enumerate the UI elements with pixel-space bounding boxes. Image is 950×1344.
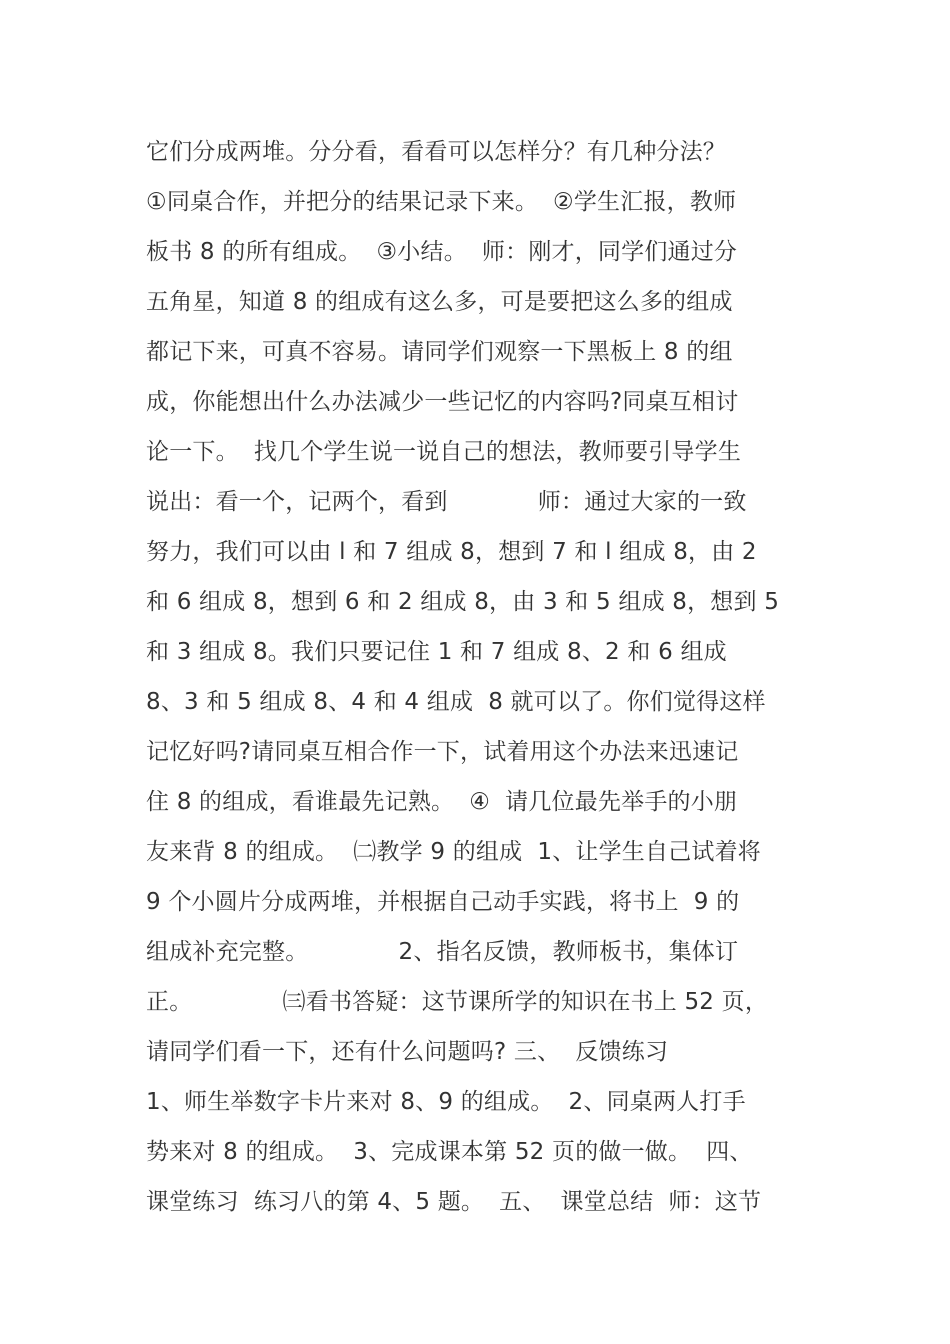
text-line-6: 成，你能想出什么办法减少一些记忆的内容吗?同桌互相讨 — [146, 389, 739, 415]
text-line-10: 和 6 组成 8，想到 6 和 2 组成 8，由 3 和 5 组成 8，想到 5 — [146, 589, 780, 615]
body-text — [146, 127, 836, 1227]
text-line-2: ①同桌合作，并把分的结果记录下来。 ②学生汇报，教师 — [146, 189, 737, 215]
text-line-21: 势来对 8 的组成。 3、完成课本第 52 页的做一做。 四、 — [146, 1139, 753, 1165]
text-line-8: 说出：看一个，记两个，看到 师：通过大家的一致 — [146, 489, 747, 515]
text-line-14: 住 8 的组成，看谁最先记熟。 ④ 请几位最先举手的小朋 — [146, 789, 738, 815]
text-line-16: 9 个小圆片分成两堆，并根据自己动手实践，将书上 9 的 — [146, 889, 740, 915]
text-line-22: 课堂练习 练习八的第 4、5 题。 五、 课堂总结 师：这节 — [146, 1189, 762, 1215]
text-line-15: 友来背 8 的组成。 ㈡教学 9 的组成 1、让学生自己试着将 — [146, 839, 761, 865]
text-line-4: 五角星，知道 8 的组成有这么多，可是要把这么多的组成 — [146, 289, 733, 315]
text-line-19: 请同学们看一下，还有什么问题吗? 三、 反馈练习 — [146, 1039, 669, 1065]
text-line-18: 正。 ㈢看书答疑：这节课所学的知识在书上 52 页， — [146, 989, 769, 1015]
text-line-13: 记忆好吗?请同桌互相合作一下，试着用这个办法来迅速记 — [146, 739, 739, 765]
text-line-5: 都记下来，可真不容易。请同学们观察一下黑板上 8 的组 — [146, 339, 733, 365]
text-line-1: 它们分成两堆。分分看，看看可以怎样分？有几种分法？ — [146, 139, 726, 165]
text-line-7: 论一下。 找几个学生说一说自己的想法，教师要引导学生 — [146, 439, 742, 465]
text-line-11: 和 3 组成 8。我们只要记住 1 和 7 组成 8、2 和 6 组成 — [146, 639, 727, 665]
text-line-9: 努力，我们可以由 l 和 7 组成 8，想到 7 和 l 组成 8，由 2 — [146, 539, 757, 565]
text-line-17: 组成补充完整。 2、指名反馈，教师板书，集体订 — [146, 939, 739, 965]
text-line-12: 8、3 和 5 组成 8、4 和 4 组成 8 就可以了。你们觉得这样 — [146, 689, 766, 715]
text-line-20: 1、师生举数字卡片来对 8、9 的组成。 2、同桌两人打手 — [146, 1089, 746, 1115]
text-line-3: 板书 8 的所有组成。 ③小结。 师：刚才，同学们通过分 — [146, 239, 738, 265]
